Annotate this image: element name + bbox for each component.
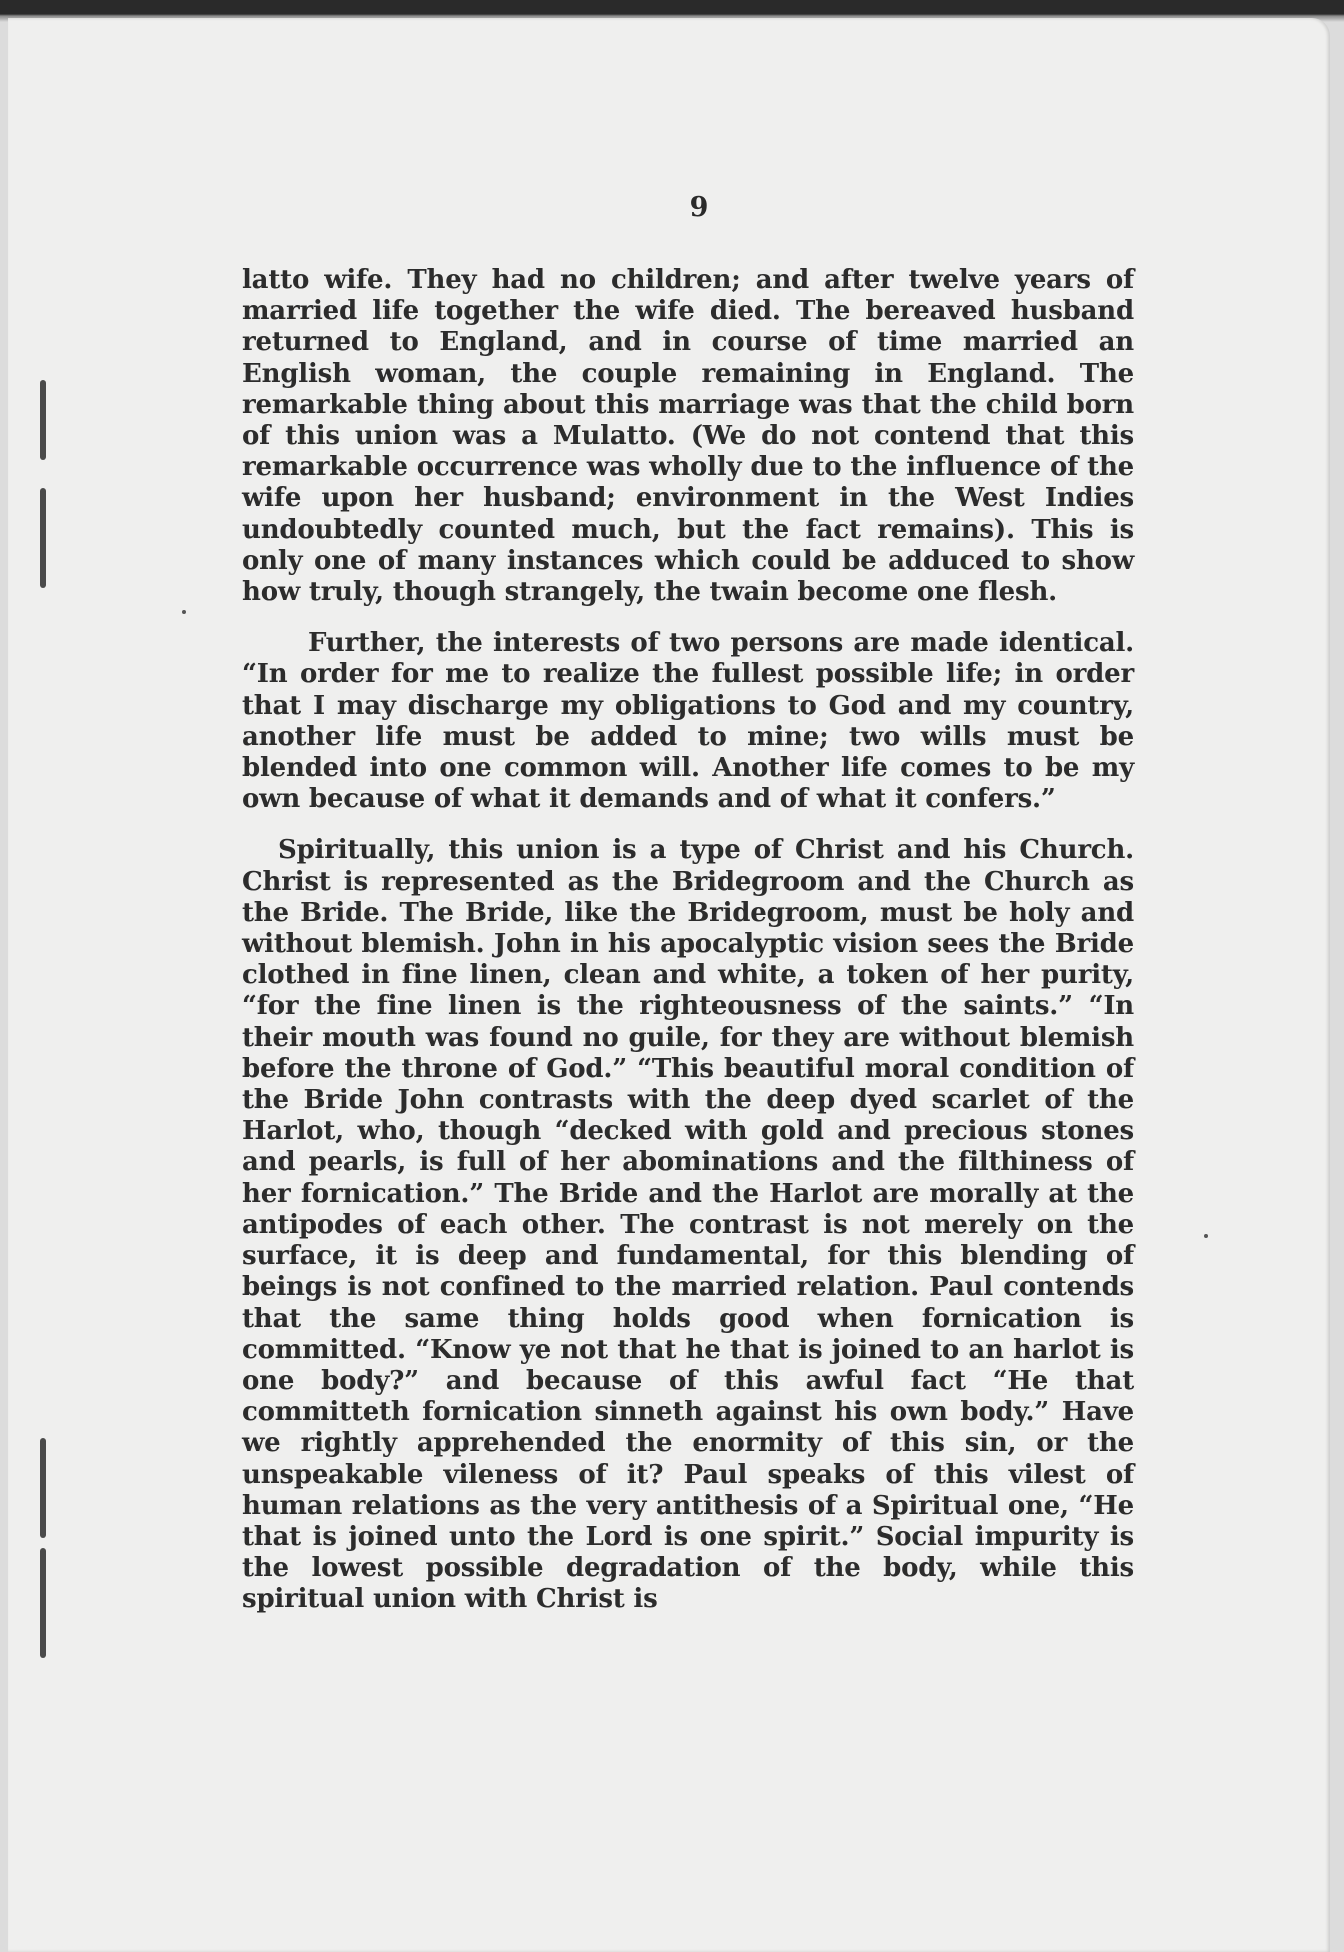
binding-mark — [40, 380, 46, 460]
binding-mark — [40, 1438, 46, 1538]
scan-speck — [182, 610, 186, 614]
paragraph-spiritual-union: Spiritually, this union is a type of Christ and his Church. Christ is represented as the Bridegroom and the Church as the Bride. The Bride, like the Bridegroom, must be holy and without blemish. John in his apocalyptic vision sees the Bride clothed in fine linen, clean and white, a token of her purity, “for the fine linen is the righteousness of the saints.” “In their mouth was found no guile, for they are without blemish before the throne of God.” “This beautiful moral condition of the Bride John contrasts with the deep dyed scarlet of the Harlot, who, though “decked with gold and precious stones and pearls, is full of her abominations and the filthiness of her fornication.” The Bride and the Harlot are morally at the antipodes of each other. The contrast is not merely on the surface, it is deep and fundamental, for this blending of beings is not confined to the married relation. Paul contends that the same thing holds good when fornication is committed. “Know ye not that he that is joined to an harlot is one body?” and because of this awful fact “He that committeth fornication sinneth against his own body.” Have we rightly apprehended the enormity of this sin, or the unspeakable vileness of it? Paul speaks of this vilest of human relations as the very antithesis of a Spiritual one, “He that is joined unto the Lord is one spirit.” Social impurity is the lowest possible degradation of the body, while this spiritual union with Christ is — [242, 835, 1134, 1615]
scan-speck — [1204, 1234, 1208, 1238]
binding-mark — [40, 1548, 46, 1658]
paragraph-interests: Further, the interests of two persons are made identical. “In order for me to realize the fullest possible life; in order that I may discharge my obligations to God and my country, another life must be added to mine; two wills must be blended into one common will. Another life comes to be my own because of what it demands and of what it confers.” — [242, 628, 1134, 815]
binding-mark — [40, 488, 46, 588]
body-text — [242, 265, 1134, 1616]
page-number: 9 — [689, 192, 709, 223]
paragraph-continued: latto wife. They had no children; and after twelve years of married life together the wife died. The bereaved husband returned to England, and in course of time married an English woman, the couple remaining in England. The remarkable thing about this marriage was that the child born of this union was a Mulatto. (We do not contend that this remarkable occurrence was wholly due to the influence of the wife upon her husband; environment in the West Indies undoubtedly counted much, but the fact remains). This is only one of many instances which could be adduced to show how truly, though strangely, the twain become one flesh. — [242, 265, 1134, 608]
